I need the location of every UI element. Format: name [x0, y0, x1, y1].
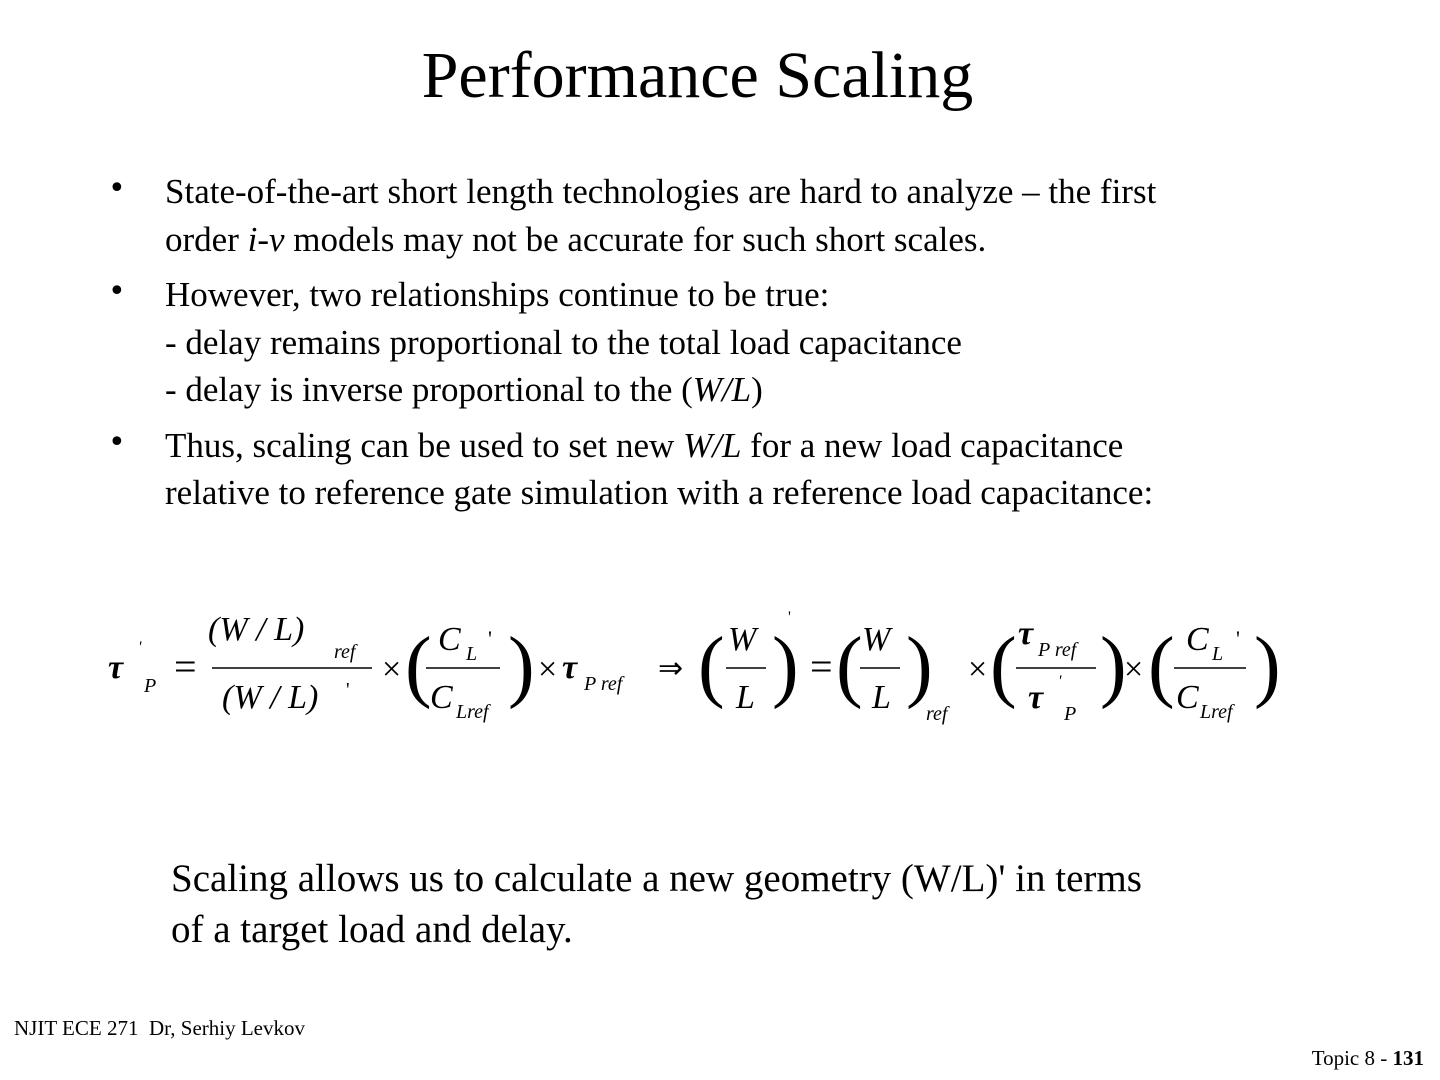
text: However, two relationships continue to be true: [165, 275, 830, 314]
summary-line: Scaling allows us to calculate a new geometry (W/L)' in terms [171, 857, 1142, 900]
text: relative to reference gate simulation with a reference load capacitance: [165, 473, 1154, 512]
left-paren: ( [405, 622, 432, 710]
bullet-line [165, 216, 1338, 264]
bullet-line [165, 366, 1338, 414]
subscript-pref: P ref [1038, 639, 1077, 661]
l-symbol: L [736, 679, 755, 716]
italic-term: i-v [247, 219, 285, 259]
bullet-marker: • [108, 274, 126, 309]
tau-symbol: τ [108, 649, 124, 686]
bullet-item [108, 422, 1338, 517]
right-paren: ) [508, 622, 535, 710]
w-symbol: W [728, 621, 757, 658]
slide-title: Performance Scaling [421, 39, 974, 112]
subscript-l: L [466, 643, 478, 665]
right-paren: ) [772, 622, 799, 710]
subscript-lref: Lref [1200, 701, 1233, 723]
prime: ' [488, 626, 492, 651]
implies-arrow: ⇒ [658, 652, 684, 685]
times-sign: × [1124, 651, 1144, 688]
left-paren: ( [698, 622, 725, 710]
italic-term: W/L [692, 370, 752, 409]
text: - delay is inverse proportional to the ( [165, 370, 693, 409]
bullet-marker: • [108, 171, 126, 206]
equals-sign: = [810, 644, 833, 689]
tau-symbol: τ [562, 649, 578, 686]
text: Thus, scaling can be used to set new [165, 425, 684, 465]
equals-sign: = [174, 644, 197, 689]
bullet-line [165, 422, 1338, 470]
text: - delay remains proportional to the total load capacitance [165, 322, 962, 362]
c-symbol: C [438, 621, 461, 658]
footer-topic: Topic 8 - [1311, 1046, 1393, 1070]
prime: ' [1236, 626, 1240, 651]
w-symbol: W [862, 621, 891, 658]
right-paren: ) [906, 622, 933, 710]
subscript-ref: ref [926, 703, 948, 725]
page-number: 131 [1392, 1046, 1424, 1070]
tau-symbol: τ [1018, 615, 1034, 652]
subscript-lref: Lref [456, 701, 489, 723]
wl-new: (W / L) [222, 679, 319, 716]
left-paren: ( [836, 622, 863, 710]
l-symbol: L [872, 679, 891, 716]
bullet-line [165, 271, 1338, 319]
footer-course: NJIT ECE 271 Dr, Serhiy Levkov [14, 1016, 305, 1040]
bullet-item [108, 271, 1338, 414]
prime: ' [138, 639, 142, 656]
bullet-item [108, 168, 1338, 263]
text: models may not be accurate for such short scales. [284, 219, 987, 259]
subscript-pref: P ref [584, 673, 623, 695]
bullet-line [165, 319, 1338, 367]
summary-text [171, 853, 1142, 955]
right-paren: ) [1100, 622, 1127, 710]
italic-term: W/L [683, 425, 742, 465]
left-paren: ( [1148, 622, 1175, 710]
subscript-p: P [1064, 703, 1077, 725]
equation-graphic [100, 600, 1300, 740]
text: for a new load capacitance [741, 425, 1124, 465]
text: ) [751, 370, 763, 409]
left-paren: ( [990, 622, 1017, 710]
bullet-line [165, 469, 1338, 517]
subscript-p: P [144, 675, 157, 697]
times-sign: × [382, 651, 402, 688]
c-symbol: C [1176, 679, 1199, 716]
right-paren: ) [1254, 622, 1281, 710]
subscript-l: L [1212, 643, 1224, 665]
text: State-of-the-art short length technologies are hard to analyze – the first [165, 172, 1157, 211]
wl-ref: (W / L) [208, 611, 305, 648]
times-sign: × [538, 651, 558, 688]
bullet-line [165, 168, 1338, 216]
prime: ' [346, 679, 350, 701]
text: order [165, 219, 248, 259]
bullet-list [108, 168, 1338, 525]
times-sign: × [968, 651, 988, 688]
prime: ' [1058, 673, 1062, 690]
bullet-marker: • [108, 424, 126, 460]
footer-page-indicator [1312, 1046, 1424, 1071]
scaling-equation [100, 600, 1300, 740]
subscript-ref: ref [334, 641, 356, 663]
tau-symbol: τ [1028, 679, 1044, 716]
c-symbol: C [430, 679, 453, 716]
prime: ' [788, 609, 791, 626]
summary-line: of a target load and delay. [171, 908, 573, 951]
c-symbol: C [1186, 621, 1209, 658]
